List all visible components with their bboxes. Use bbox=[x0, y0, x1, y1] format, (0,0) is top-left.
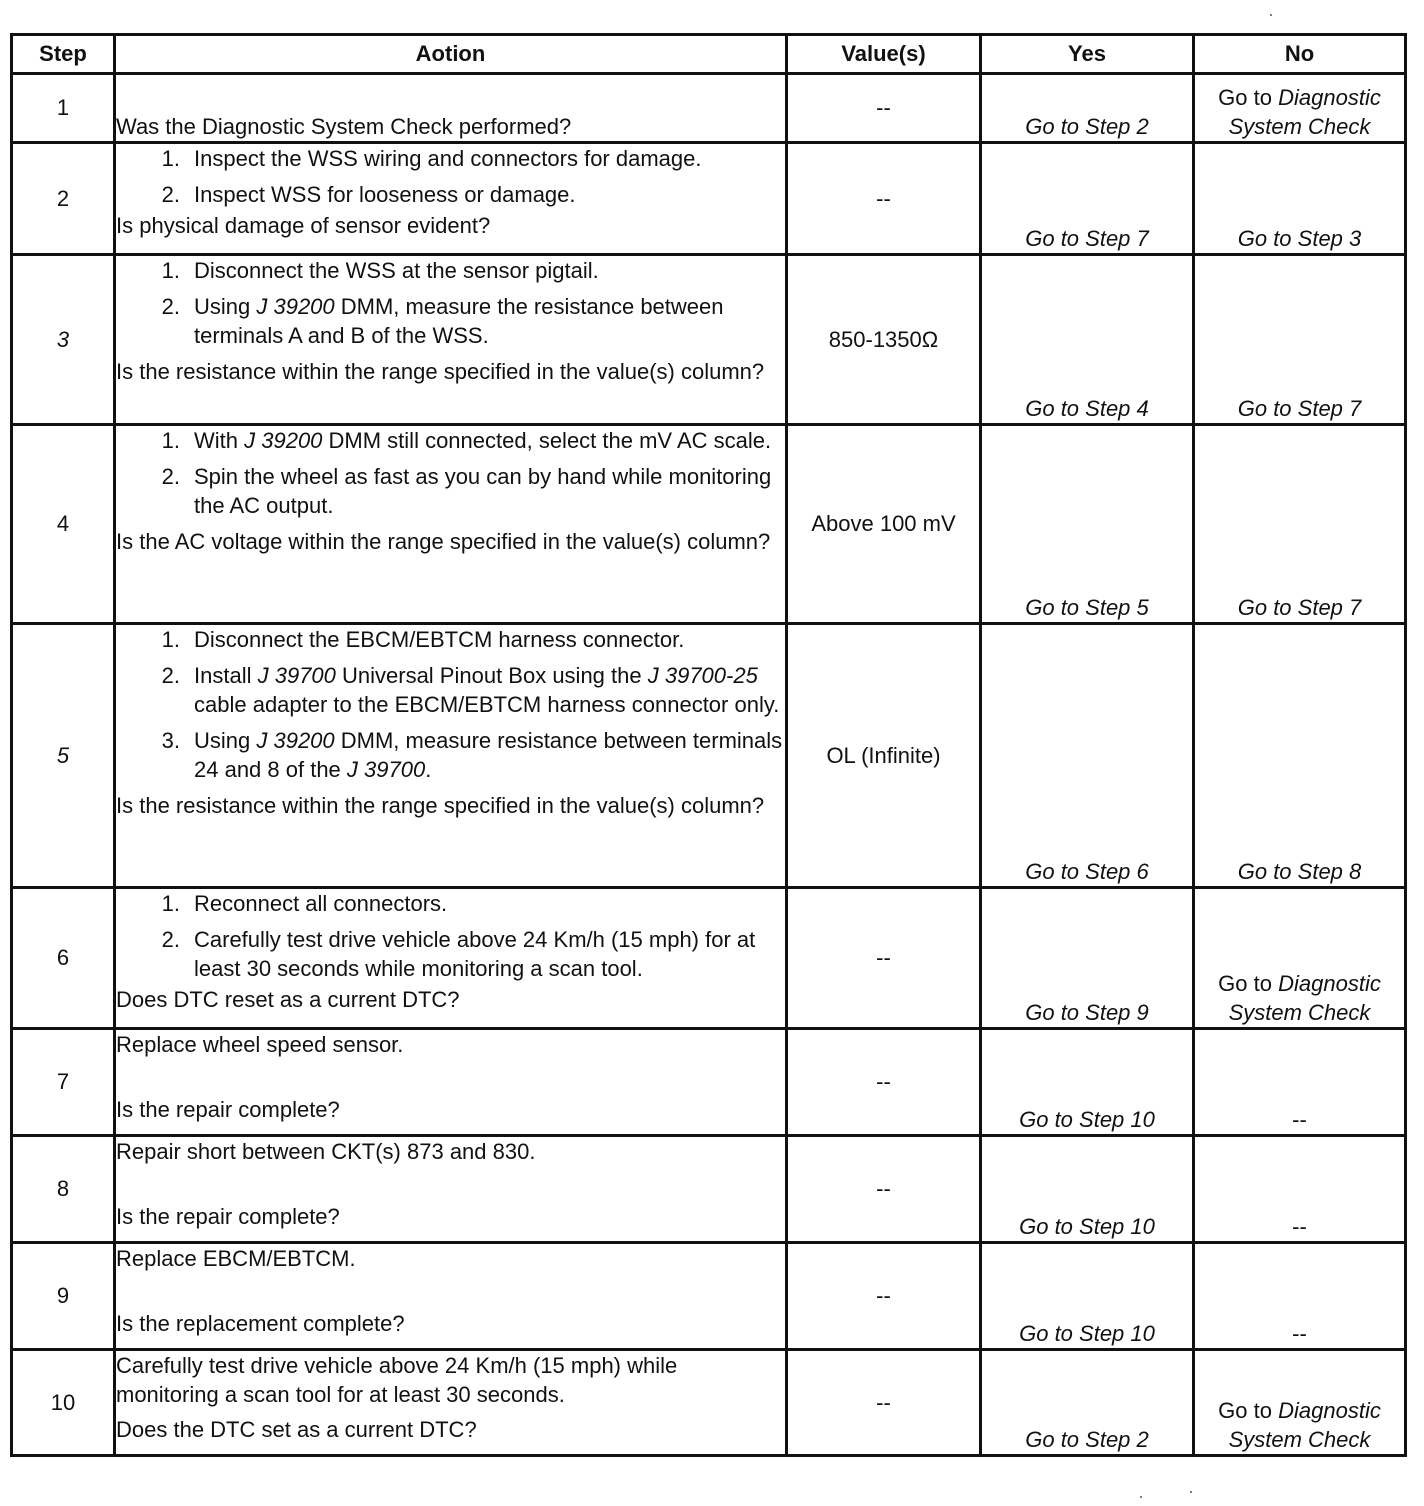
no-goto-text: Go to bbox=[1218, 971, 1272, 996]
yes-cell: Go to Step 7 bbox=[981, 143, 1194, 255]
action-question: Was the Diagnostic System Check performed? bbox=[116, 114, 572, 139]
step-number: 3 bbox=[12, 255, 115, 425]
action-lead: Repair short between CKT(s) 873 and 830. bbox=[116, 1139, 536, 1164]
action-item: 1. Disconnect the EBCM/EBTCM harness connector. bbox=[161, 627, 685, 652]
scan-speck bbox=[1270, 14, 1272, 16]
action-question: Is the repair complete? bbox=[116, 1097, 340, 1122]
tool-reference: J 39700 bbox=[257, 663, 336, 688]
no-cell: -- bbox=[1194, 1029, 1406, 1136]
table-row bbox=[12, 624, 1406, 888]
yes-cell: Go to Step 9 bbox=[981, 888, 1194, 1029]
action-question: Is the resistance within the range specified in the value(s) column? bbox=[116, 793, 765, 818]
table-row bbox=[12, 255, 1406, 425]
action-question: Is physical damage of sensor evident? bbox=[116, 213, 491, 238]
header-yes: Yes bbox=[981, 35, 1194, 74]
tool-reference: J 39200 bbox=[256, 294, 335, 319]
action-item: 1. Disconnect the WSS at the sensor pigtail. bbox=[161, 258, 599, 283]
action-question: Is the replacement complete? bbox=[116, 1311, 405, 1336]
no-cell: Go to Step 3 bbox=[1194, 143, 1406, 255]
action-lead: Replace wheel speed sensor. bbox=[116, 1032, 404, 1057]
step-number: 7 bbox=[12, 1029, 115, 1136]
action-cell bbox=[115, 425, 787, 624]
table-row bbox=[12, 143, 1406, 255]
step-number: 5 bbox=[12, 624, 115, 888]
no-goto-target: Diagnostic System Check bbox=[1228, 85, 1381, 139]
tool-reference: J 39700-25 bbox=[647, 663, 758, 688]
tool-reference: J 39200 bbox=[244, 428, 323, 453]
value-cell: -- bbox=[787, 888, 981, 1029]
no-cell: -- bbox=[1194, 1136, 1406, 1243]
action-cell bbox=[115, 255, 787, 425]
action-cell bbox=[115, 143, 787, 255]
action-item-rich: With J 39200 DMM still connected, select the mV AC scale. bbox=[194, 428, 772, 453]
step-number: 1 bbox=[12, 74, 115, 143]
table-row bbox=[12, 888, 1406, 1029]
value-cell: -- bbox=[787, 1243, 981, 1350]
action-item: 2. Install J 39700 Universal Pinout Box using the J 39700-25 cable adapter to the EBCM/EBTCM harness connector only. bbox=[116, 661, 785, 719]
value-cell: OL (Infinite) bbox=[787, 624, 981, 888]
table-row bbox=[12, 1136, 1406, 1243]
action-cell bbox=[115, 1136, 787, 1243]
yes-cell: Go to Step 5 bbox=[981, 425, 1194, 624]
value-cell: -- bbox=[787, 1029, 981, 1136]
table-row bbox=[12, 1243, 1406, 1350]
action-cell bbox=[115, 1243, 787, 1350]
action-question: Does the DTC set as a current DTC? bbox=[116, 1417, 477, 1442]
value-cell: -- bbox=[787, 143, 981, 255]
action-question: Does DTC reset as a current DTC? bbox=[116, 987, 460, 1012]
no-cell bbox=[1194, 74, 1406, 143]
action-cell bbox=[115, 624, 787, 888]
value-cell: Above 100 mV bbox=[787, 425, 981, 624]
action-cell bbox=[115, 1350, 787, 1456]
header-value: Value(s) bbox=[787, 35, 981, 74]
no-goto-text: Go to bbox=[1218, 1398, 1272, 1423]
step-number: 8 bbox=[12, 1136, 115, 1243]
action-cell bbox=[115, 1029, 787, 1136]
action-question: Is the resistance within the range specified in the value(s) column? bbox=[116, 359, 765, 384]
action-item: 1. Inspect the WSS wiring and connectors for damage. bbox=[161, 146, 702, 171]
header-no: No bbox=[1194, 35, 1406, 74]
no-cell bbox=[1194, 888, 1406, 1029]
header-step: Step bbox=[12, 35, 115, 74]
no-goto-target: Diagnostic System Check bbox=[1228, 1398, 1381, 1452]
tool-reference: J 39200 bbox=[256, 728, 335, 753]
action-item: 2. Carefully test drive vehicle above 24 Km/h (15 mph) for at least 30 seconds while monitoring a scan tool. bbox=[161, 927, 756, 981]
step-number: 10 bbox=[12, 1350, 115, 1456]
yes-cell: Go to Step 4 bbox=[981, 255, 1194, 425]
action-item: 3. Using J 39200 DMM, measure resistance between terminals 24 and 8 of the J 39700. bbox=[116, 726, 785, 784]
no-goto-text: Go to bbox=[1218, 85, 1272, 110]
yes-cell: Go to Step 10 bbox=[981, 1029, 1194, 1136]
tool-reference: J 39700 bbox=[346, 757, 426, 782]
diagnostic-table bbox=[10, 33, 1407, 1457]
action-item: 2. Using J 39200 DMM, measure the resistance between terminals A and B of the WSS. bbox=[116, 292, 785, 350]
no-cell: Go to Step 8 bbox=[1194, 624, 1406, 888]
no-goto-target: Diagnostic System Check bbox=[1228, 971, 1381, 1025]
action-cell bbox=[115, 74, 787, 143]
action-lead: Carefully test drive vehicle above 24 Km/h (15 mph) while monitoring a scan tool for at least 30 seconds. bbox=[116, 1353, 678, 1407]
scan-speck bbox=[1190, 1491, 1192, 1493]
action-item: 2. Spin the wheel as fast as you can by hand while monitoring the AC output. bbox=[161, 464, 772, 518]
value-cell: -- bbox=[787, 1136, 981, 1243]
no-cell bbox=[1194, 1350, 1406, 1456]
table-row bbox=[12, 1350, 1406, 1456]
action-item: 1. With J 39200 DMM still connected, select the mV AC scale. bbox=[116, 426, 785, 455]
value-cell: 850-1350Ω bbox=[787, 255, 981, 425]
yes-cell: Go to Step 2 bbox=[981, 1350, 1194, 1456]
action-question: Is the AC voltage within the range specified in the value(s) column? bbox=[116, 529, 771, 554]
table-row bbox=[12, 74, 1406, 143]
header-action: Aotion bbox=[115, 35, 787, 74]
value-cell: -- bbox=[787, 1350, 981, 1456]
table-row bbox=[12, 1029, 1406, 1136]
scan-speck bbox=[1140, 1496, 1142, 1498]
action-item: 1. Reconnect all connectors. bbox=[161, 891, 448, 916]
table-row bbox=[12, 425, 1406, 624]
header-row bbox=[12, 35, 1406, 74]
step-number: 6 bbox=[12, 888, 115, 1029]
step-number: 9 bbox=[12, 1243, 115, 1350]
action-question: Is the repair complete? bbox=[116, 1204, 340, 1229]
no-cell: Go to Step 7 bbox=[1194, 425, 1406, 624]
action-cell bbox=[115, 888, 787, 1029]
yes-cell: Go to Step 6 bbox=[981, 624, 1194, 888]
value-cell: -- bbox=[787, 74, 981, 143]
no-cell: -- bbox=[1194, 1243, 1406, 1350]
action-item-rich: Install J 39700 Universal Pinout Box using the J 39700-25 cable adapter to the EBCM/EBTCM harness connector only. bbox=[194, 663, 780, 717]
action-lead: Replace EBCM/EBTCM. bbox=[116, 1246, 356, 1271]
action-item-rich: Using J 39200 DMM, measure the resistance between terminals A and B of the WSS. bbox=[194, 294, 724, 348]
step-number: 2 bbox=[12, 143, 115, 255]
yes-cell: Go to Step 10 bbox=[981, 1136, 1194, 1243]
yes-cell: Go to Step 2 bbox=[981, 74, 1194, 143]
yes-cell: Go to Step 10 bbox=[981, 1243, 1194, 1350]
action-item-rich: Using J 39200 DMM, measure resistance between terminals 24 and 8 of the J 39700. bbox=[194, 728, 783, 782]
step-number: 4 bbox=[12, 425, 115, 624]
no-cell: Go to Step 7 bbox=[1194, 255, 1406, 425]
action-item: 2. Inspect WSS for looseness or damage. bbox=[161, 182, 576, 207]
